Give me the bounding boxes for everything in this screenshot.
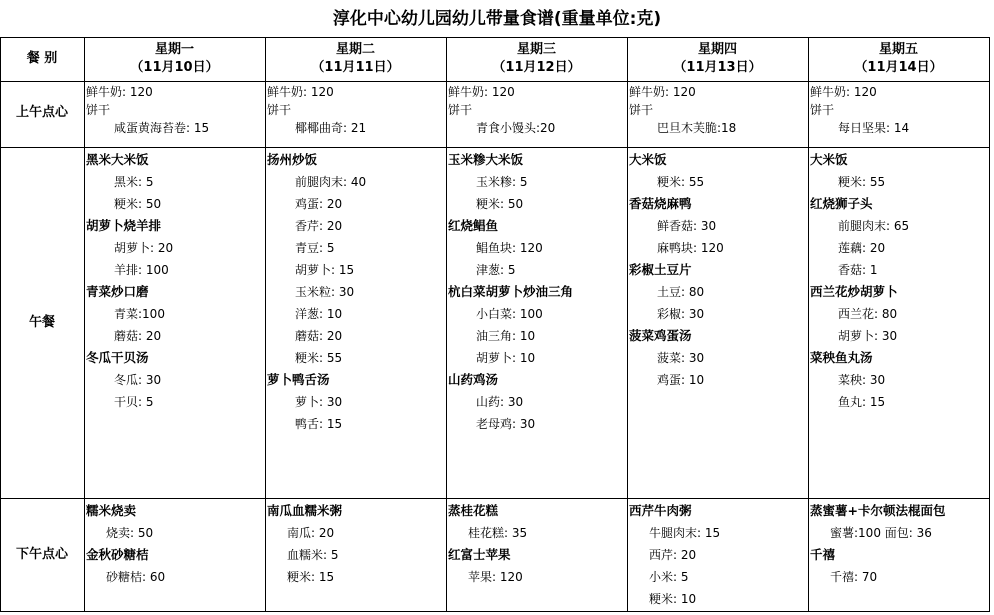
afternoon-snack-cell <box>267 500 444 610</box>
dish-name: 香菇烧麻鸭 <box>629 196 692 211</box>
day-header <box>627 41 808 77</box>
ingredient-item: 鸡蛋: 10 <box>657 373 705 387</box>
morning-snack-cell <box>448 83 625 145</box>
day-header <box>265 41 446 77</box>
list-item: 椰椰曲奇: 21 <box>295 121 367 135</box>
row-divider <box>0 147 990 148</box>
ingredient-item: 千禧: 70 <box>830 570 878 584</box>
ingredient-item: 西芹: 20 <box>649 548 697 562</box>
day-name: 星期一 <box>154 42 194 57</box>
row-label-lunch: 午餐 <box>28 315 55 330</box>
list-item: 巴旦木芙脆:18 <box>657 121 737 135</box>
ingredient-item: 粳米: 10 <box>649 592 697 606</box>
dish-name: 萝卜鸭舌汤 <box>267 372 330 387</box>
ingredient-item: 小米: 5 <box>649 570 689 584</box>
col-divider <box>627 37 628 612</box>
ingredient-item: 黑米: 5 <box>114 175 154 189</box>
morning-snack-cell <box>267 83 444 145</box>
dish-name: 大米饭 <box>629 152 667 167</box>
dish-name: 杭白菜胡萝卜炒油三角 <box>448 284 574 299</box>
ingredient-item: 油三角: 10 <box>476 329 536 343</box>
ingredient-item: 香芹: 20 <box>295 219 343 233</box>
dish-name: 黑米大米饭 <box>86 152 149 167</box>
ingredient-item: 粳米: 50 <box>114 197 162 211</box>
page-title: 淳化中心幼儿园幼儿带量食谱(重量单位:克) <box>332 9 662 29</box>
ingredient-item: 胡萝卜: 20 <box>114 241 174 255</box>
ingredient-item: 洋葱: 10 <box>295 307 343 321</box>
list-item: 鲜牛奶: 120 <box>448 85 515 99</box>
day-date: （11月10日） <box>130 60 219 75</box>
dish-name: 玉米糁大米饭 <box>448 152 524 167</box>
list-item: 鲜牛奶: 120 <box>86 85 153 99</box>
lunch-cell <box>86 149 263 496</box>
ingredient-item: 砂糖桔: 60 <box>106 570 166 584</box>
day-date: （11月14日） <box>854 60 943 75</box>
ingredient-item: 羊排: 100 <box>114 263 169 277</box>
day-name: 星期五 <box>878 42 918 57</box>
ingredient-item: 香菇: 1 <box>838 263 878 277</box>
ingredient-item: 血糯米: 5 <box>287 548 339 562</box>
ingredient-item: 鸭舌: 15 <box>295 417 343 431</box>
dish-name: 菜秧鱼丸汤 <box>810 350 873 365</box>
afternoon-snack-cell <box>810 500 987 610</box>
dish-name: 西芹牛肉粥 <box>629 503 692 518</box>
ingredient-item: 鱼丸: 15 <box>838 395 886 409</box>
ingredient-item: 鲳鱼块: 120 <box>476 241 543 255</box>
row-divider <box>0 498 990 499</box>
ingredient-item: 青菜:100 <box>114 307 165 321</box>
ingredient-item: 土豆: 80 <box>657 285 705 299</box>
dish-name: 蒸蜜薯+卡尔顿法棍面包 <box>810 503 946 518</box>
row-label-afternoon: 下午点心 <box>15 547 68 562</box>
afternoon-snack-cell <box>86 500 263 610</box>
table-border-bottom <box>0 611 990 612</box>
ingredient-item: 粳米: 15 <box>287 570 335 584</box>
ingredient-item: 桂花糕: 35 <box>468 526 528 540</box>
dish-name: 菠菜鸡蛋汤 <box>629 328 692 343</box>
dish-name: 糯米烧卖 <box>86 503 137 518</box>
category-header: 餐 别 <box>26 51 58 66</box>
ingredient-item: 烧卖: 50 <box>106 526 154 540</box>
ingredient-item: 彩椒: 30 <box>657 307 705 321</box>
table-border-top <box>0 37 990 38</box>
dish-name: 山药鸡汤 <box>448 372 499 387</box>
dish-name: 胡萝卜烧羊排 <box>86 218 162 233</box>
day-name: 星期三 <box>516 42 556 57</box>
ingredient-item: 胡萝卜: 15 <box>295 263 355 277</box>
morning-snack-cell <box>629 83 806 145</box>
ingredient-item: 粳米: 55 <box>295 351 343 365</box>
row-label-morning: 上午点心 <box>15 105 68 120</box>
day-date: （11月13日） <box>673 60 762 75</box>
ingredient-item: 菜秧: 30 <box>838 373 886 387</box>
day-date: （11月12日） <box>492 60 581 75</box>
ingredient-item: 胡萝卜: 30 <box>838 329 898 343</box>
dish-name: 西兰花炒胡萝卜 <box>810 284 898 299</box>
ingredient-item: 莲藕: 20 <box>838 241 886 255</box>
day-name: 星期二 <box>335 42 375 57</box>
list-item: 每日坚果: 14 <box>838 121 910 135</box>
ingredient-item: 玉米糁: 5 <box>476 175 528 189</box>
dish-name: 红富士苹果 <box>448 547 511 562</box>
list-item: 鲜牛奶: 120 <box>629 85 696 99</box>
col-divider <box>446 37 447 612</box>
day-header <box>446 41 627 77</box>
afternoon-snack-cell <box>448 500 625 610</box>
lunch-cell <box>267 149 444 496</box>
ingredient-item: 菠菜: 30 <box>657 351 705 365</box>
dish-name: 金秋砂糖桔 <box>86 547 149 562</box>
ingredient-item: 小白菜: 100 <box>476 307 543 321</box>
list-item: 饼干 <box>86 103 111 117</box>
ingredient-item: 萝卜: 30 <box>295 395 343 409</box>
day-header <box>84 41 265 77</box>
ingredient-item: 蘑菇: 20 <box>114 329 162 343</box>
list-item: 饼干 <box>629 103 654 117</box>
list-item: 饼干 <box>267 103 292 117</box>
col-divider <box>989 37 990 612</box>
ingredient-item: 牛腿肉末: 15 <box>649 526 721 540</box>
ingredient-item: 南瓜: 20 <box>287 526 335 540</box>
ingredient-item: 前腿肉末: 65 <box>838 219 910 233</box>
list-item: 饼干 <box>448 103 473 117</box>
day-date: （11月11日） <box>311 60 400 75</box>
ingredient-item: 津葱: 5 <box>476 263 516 277</box>
dish-name: 大米饭 <box>810 152 848 167</box>
col-divider <box>808 37 809 612</box>
col-divider <box>84 37 85 612</box>
afternoon-snack-cell <box>629 500 806 610</box>
dish-name: 红烧狮子头 <box>810 196 873 211</box>
ingredient-item: 粳米: 55 <box>657 175 705 189</box>
dish-name: 千禧 <box>810 547 836 562</box>
list-item: 饼干 <box>810 103 835 117</box>
lunch-cell <box>448 149 625 496</box>
lunch-cell <box>810 149 987 496</box>
list-item: 咸蛋黄海苔卷: 15 <box>114 121 210 135</box>
ingredient-item: 胡萝卜: 10 <box>476 351 536 365</box>
dish-name: 青菜炒口磨 <box>86 284 149 299</box>
ingredient-item: 粳米: 50 <box>476 197 524 211</box>
col-divider <box>265 37 266 612</box>
ingredient-item: 西兰花: 80 <box>838 307 898 321</box>
morning-snack-cell <box>86 83 263 145</box>
list-item: 青食小馒头:20 <box>476 121 556 135</box>
dish-name: 冬瓜干贝汤 <box>86 350 149 365</box>
ingredient-item: 鸡蛋: 20 <box>295 197 343 211</box>
row-divider <box>0 81 990 82</box>
dish-name: 扬州炒饭 <box>267 152 318 167</box>
ingredient-item: 老母鸡: 30 <box>476 417 536 431</box>
ingredient-item: 干贝: 5 <box>114 395 154 409</box>
ingredient-item: 蜜薯:100 面包: 36 <box>830 526 932 540</box>
dish-name: 蒸桂花糕 <box>448 503 499 518</box>
lunch-cell <box>629 149 806 496</box>
ingredient-item: 粳米: 55 <box>838 175 886 189</box>
ingredient-item: 鲜香菇: 30 <box>657 219 717 233</box>
day-name: 星期四 <box>697 42 737 57</box>
ingredient-item: 蘑菇: 20 <box>295 329 343 343</box>
ingredient-item: 冬瓜: 30 <box>114 373 162 387</box>
day-header <box>808 41 989 77</box>
ingredient-item: 青豆: 5 <box>295 241 335 255</box>
ingredient-item: 山药: 30 <box>476 395 524 409</box>
menu-table <box>0 37 990 612</box>
dish-name: 南瓜血糯米粥 <box>267 503 343 518</box>
list-item: 鲜牛奶: 120 <box>810 85 877 99</box>
dish-name: 红烧鲳鱼 <box>448 218 499 233</box>
morning-snack-cell <box>810 83 987 145</box>
ingredient-item: 前腿肉末: 40 <box>295 175 367 189</box>
ingredient-item: 玉米粒: 30 <box>295 285 355 299</box>
ingredient-item: 麻鸭块: 120 <box>657 241 724 255</box>
ingredient-item: 苹果: 120 <box>468 570 523 584</box>
dish-name: 彩椒土豆片 <box>629 262 692 277</box>
list-item: 鲜牛奶: 120 <box>267 85 334 99</box>
